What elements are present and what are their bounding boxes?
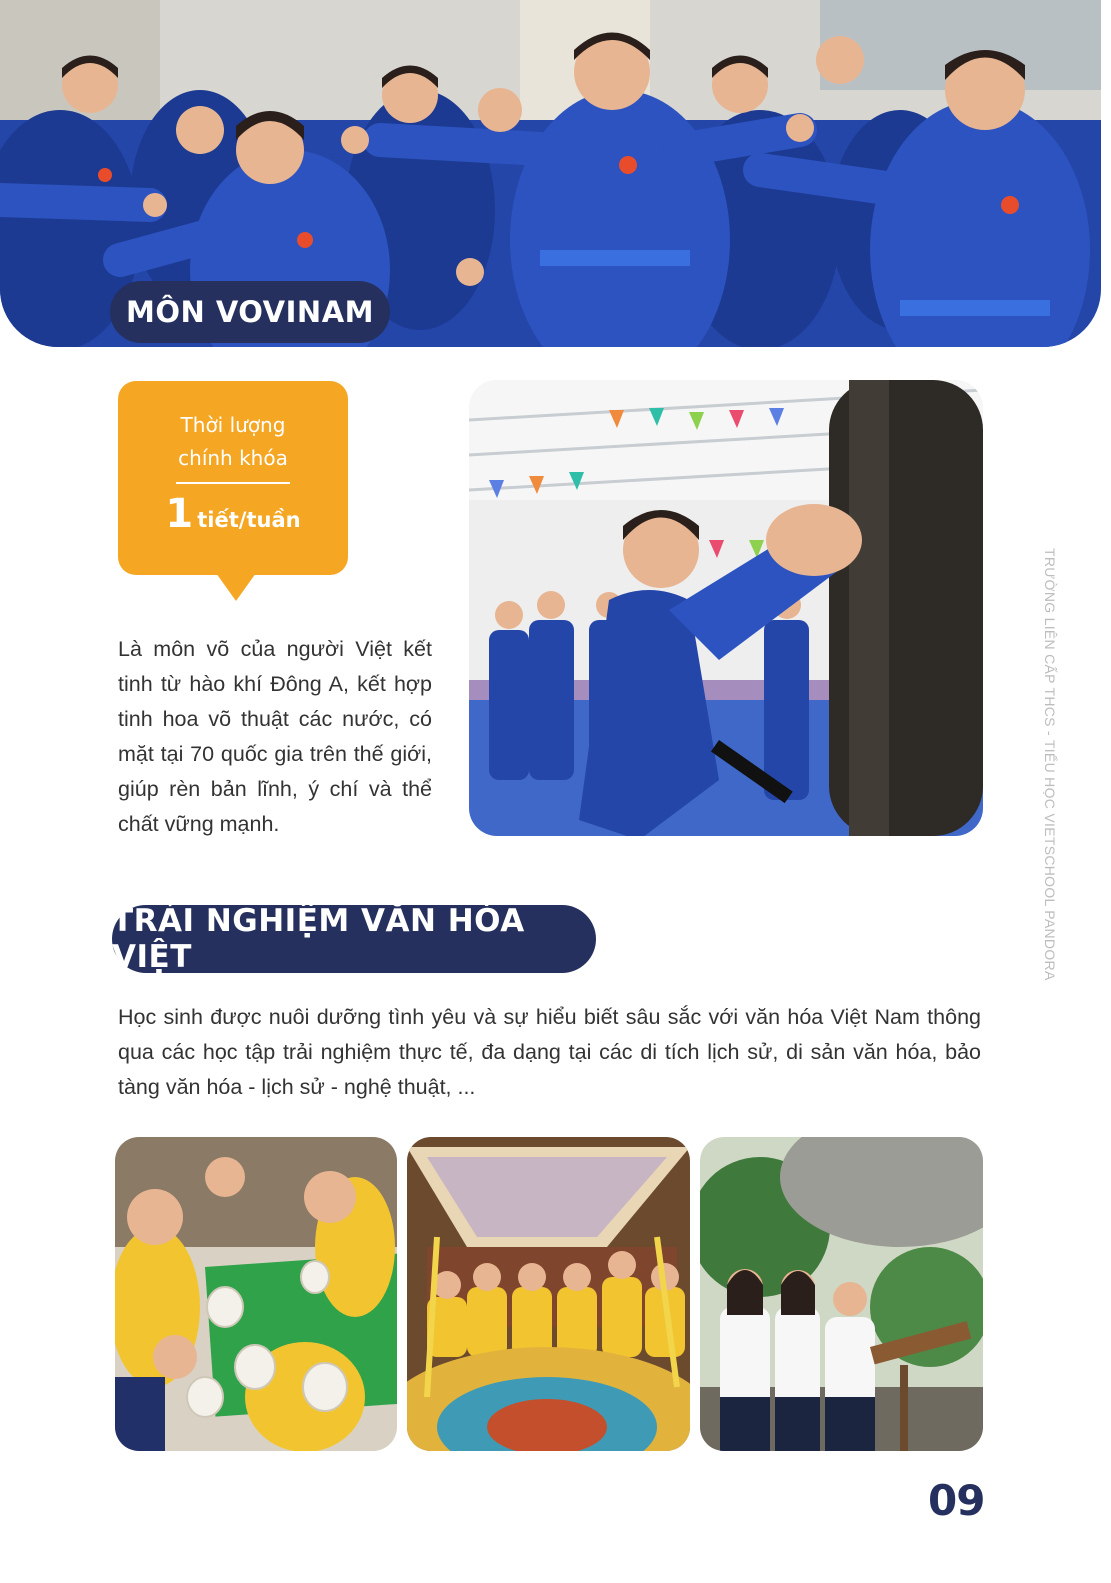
photo-pottery-painting [115, 1137, 397, 1451]
callout-label-line2: chính khóa [178, 446, 288, 470]
section-heading-culture: TRẢI NGHIỆM VĂN HÓA VIỆT [112, 905, 596, 973]
callout-label-line1: Thời lượng [180, 413, 286, 437]
callout-duration-unit: tiết/tuần [197, 508, 301, 532]
photo-child-kicking-bag [469, 380, 983, 836]
vovinam-description: Là môn võ của người Việt kết tinh từ hào khí Đông A, kết hợp tinh hoa võ thuật các nước, có mặt tại 70 quốc gia trên thế giới, giúp rèn bản lĩnh, ý chí và thể chất vững mạnh. [118, 637, 432, 836]
photo-folk-art-illustration [407, 1137, 690, 1451]
photo-heritage-illustration [700, 1137, 983, 1451]
photo-students-heritage-site [700, 1137, 983, 1451]
photo-kick-illustration [469, 380, 983, 836]
callout-duration [118, 491, 348, 537]
culture-description: Học sinh được nuôi dưỡng tình yêu và sự hiểu biết sâu sắc với văn hóa Việt Nam thông qua các học tập trải nghiệm thực tế, đa dạng tại các di tích lịch sử, di sản văn hóa, bảo tàng văn hóa - lịch sử - nghệ thuật, ... [118, 1005, 981, 1099]
callout-divider [176, 482, 290, 484]
photo-folk-art-children [407, 1137, 690, 1451]
section-heading-vovinam: MÔN VOVINAM [110, 281, 390, 343]
callout-duration-number: 1 [165, 491, 194, 537]
sidebar-school-name: TRƯỜNG LIÊN CẤP THCS - TIỂU HỌC VIETSCHOOL PANDORA [1042, 548, 1058, 981]
page-number: 09 [928, 1476, 985, 1525]
photo-pottery-illustration [115, 1137, 397, 1451]
duration-callout [118, 381, 348, 575]
